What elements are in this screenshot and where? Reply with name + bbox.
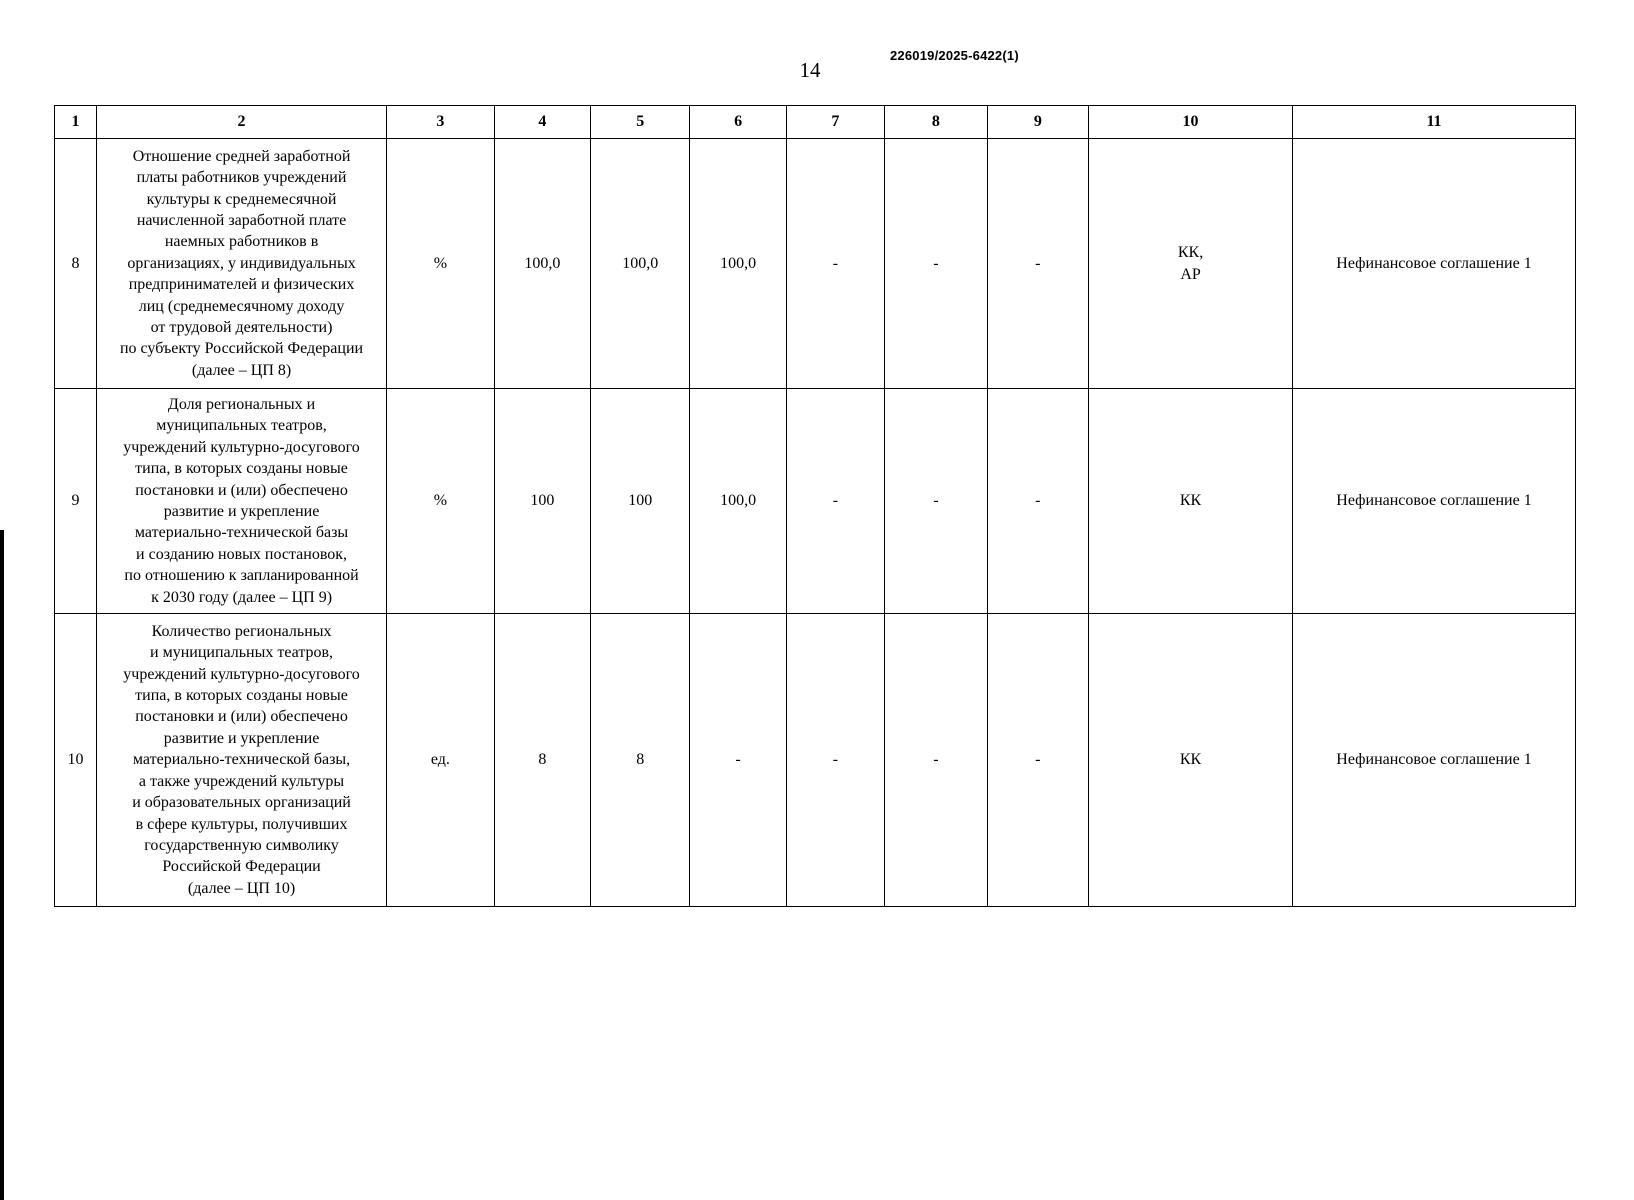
name-line: начисленной заработной плате [136, 211, 347, 229]
value-cell-9: - [987, 389, 1088, 614]
agreement-cell: Нефинансовое соглашение 1 [1293, 614, 1576, 907]
col-header-6: 6 [690, 106, 786, 139]
col-header-5: 5 [591, 106, 690, 139]
header-row [55, 106, 1576, 139]
name-line: по отношению к запланированной [124, 567, 359, 585]
value-cell-6: 100,0 [690, 139, 786, 389]
name-line: материально-технической базы, [132, 751, 351, 769]
name-line: типа, в которых созданы новые [135, 687, 348, 705]
responsible-line: КК [1179, 492, 1202, 510]
name-line: Доля региональных и [167, 395, 316, 413]
name-line: от трудовой деятельности) [150, 319, 333, 337]
row-number: 10 [55, 614, 97, 907]
name-line: Российской Федерации [162, 858, 321, 876]
indicators-table [54, 105, 1576, 907]
name-line: учреждений культурно-досугового [123, 438, 360, 456]
responsible-line: КК [1179, 751, 1202, 769]
responsible-cell [1089, 389, 1293, 614]
name-line: в сфере культуры, получивших [135, 815, 348, 833]
col-header-1: 1 [55, 106, 97, 139]
value-cell-8: - [885, 614, 987, 907]
name-line: развитие и укрепление [163, 729, 320, 747]
value-cell-5: 100 [591, 389, 690, 614]
indicator-name [97, 614, 387, 907]
name-line: материально-технической базы [134, 524, 349, 542]
name-line: Количество региональных [151, 622, 332, 640]
name-line: типа, в которых созданы новые [135, 460, 348, 478]
value-cell-7: - [786, 614, 884, 907]
col-header-10: 10 [1089, 106, 1293, 139]
col-header-4: 4 [494, 106, 590, 139]
name-line: государственную символику [144, 836, 339, 854]
name-line: муниципальных театров, [156, 417, 327, 435]
col-header-2: 2 [97, 106, 387, 139]
name-line: а также учреждений культуры [138, 772, 345, 790]
name-line: предпринимателей и физических [128, 276, 355, 294]
value-cell-4: 100,0 [494, 139, 590, 389]
scan-left-edge [0, 530, 4, 1200]
document-id: 226019/2025-6422(1) [890, 48, 1019, 63]
name-line: культуры к среднемесячной [146, 190, 337, 208]
value-cell-9: - [987, 614, 1088, 907]
name-line: развитие и укрепление [163, 503, 320, 520]
responsible-line: КК, [1177, 244, 1204, 261]
value-cell-5: 8 [591, 614, 690, 907]
value-cell-4: 8 [494, 614, 590, 907]
responsible-line: АР [1180, 265, 1201, 283]
unit-cell: % [387, 139, 495, 389]
value-cell-7: - [786, 139, 884, 389]
col-header-9: 9 [987, 106, 1088, 139]
name-line: постановки и (или) обеспечено [135, 708, 348, 726]
indicator-name [97, 139, 387, 389]
table-row [55, 389, 1576, 614]
name-line: наемных работников в [164, 233, 319, 251]
responsible-cell [1089, 139, 1293, 389]
responsible-cell [1089, 614, 1293, 907]
name-line: лиц (среднемесячному доходу [138, 297, 345, 315]
name-line: платы работников учреждений [136, 169, 347, 187]
value-cell-6: 100,0 [690, 389, 786, 614]
value-cell-8: - [885, 389, 987, 614]
page-number: 14 [799, 58, 821, 82]
col-header-8: 8 [885, 106, 987, 139]
value-cell-7: - [786, 389, 884, 614]
unit-cell: % [387, 389, 495, 614]
col-header-7: 7 [786, 106, 884, 139]
col-header-11: 11 [1293, 106, 1576, 139]
table-row [55, 139, 1576, 389]
name-line: организациях, у индивидуальных [127, 254, 356, 272]
value-cell-8: - [885, 139, 987, 389]
name-line: Отношение средней заработной [132, 147, 351, 165]
name-line: по субъекту Российской Федерации [119, 340, 364, 358]
name-line: постановки и (или) обеспечено [135, 481, 348, 499]
row-number: 9 [55, 389, 97, 614]
unit-cell: ед. [387, 614, 495, 907]
name-line: и муниципальных театров, [150, 644, 334, 662]
table-row [55, 614, 1576, 907]
agreement-cell: Нефинансовое соглашение 1 [1293, 139, 1576, 389]
value-cell-6: - [690, 614, 786, 907]
indicator-name [97, 389, 387, 614]
name-line: к 2030 году (далее – ЦП 9) [151, 588, 333, 606]
name-line: учреждений культурно-досугового [123, 665, 360, 683]
value-cell-5: 100,0 [591, 139, 690, 389]
name-line: и созданию новых постановок, [136, 545, 348, 563]
name-line: и образовательных организаций [132, 794, 351, 812]
row-number: 8 [55, 139, 97, 389]
value-cell-4: 100 [494, 389, 590, 614]
col-header-3: 3 [387, 106, 495, 139]
name-line: (далее – ЦП 8) [191, 361, 292, 379]
value-cell-9: - [987, 139, 1088, 389]
name-line: (далее – ЦП 10) [187, 879, 296, 897]
agreement-cell: Нефинансовое соглашение 1 [1293, 389, 1576, 614]
